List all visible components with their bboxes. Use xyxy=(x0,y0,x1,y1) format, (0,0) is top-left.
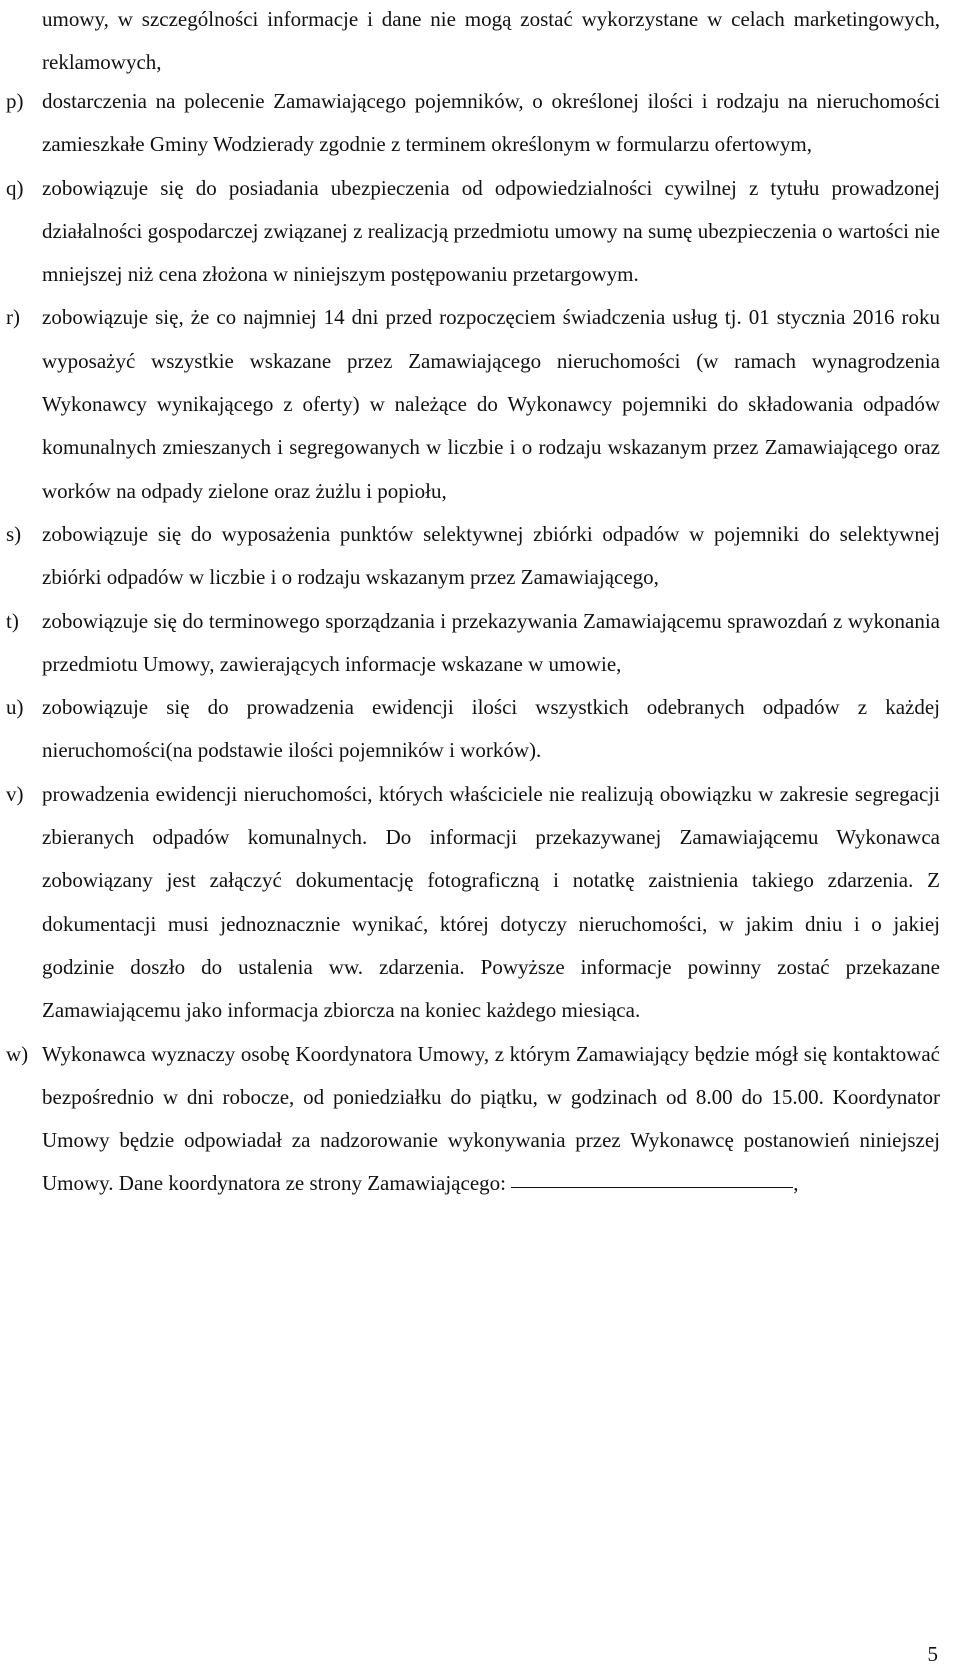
list-item xyxy=(0,773,940,1033)
item-text: Wykonawca wyznaczy osobę Koordynatora Umowy, z którym Zamawiający będzie mógł się kontaktować bezpośrednio w dni robocze, od poniedziałku do piątku, w godzinach od 8.00 do 15.00. Koordynator Umowy będzie odpowiadał za nadzorowanie wykonywania przez Wykonawcę postanowień niniejszej Umowy. Dane koordynatora ze strony Zamawiającego: xyxy=(42,1041,940,1196)
contract-obligations-list xyxy=(0,80,960,1206)
item-text: prowadzenia ewidencji nieruchomości, których właściciele nie realizują obowiązku w zakresie segregacji zbieranych odpadów komunalnych. Do informacji przekazywanej Zamawiającemu Wykonawca zobowiązany jest załączyć dokumentację fotograficzną i notatkę zaistnienia takiego zdarzenia. Z dokumentacji musi jednoznacznie wynikać, której dotyczy nieruchomości, w jakim dniu i o jakiej godzinie doszło do ustalenia ww. zdarzenia. Powyższe informacje powinny zostać przekazane Zamawiającemu jako informacja zbiorcza na koniec każdego miesiąca. xyxy=(42,781,940,1023)
item-marker: r) xyxy=(6,305,20,330)
item-text: zobowiązuje się do terminowego sporządzania i przekazywania Zamawiającemu sprawozdań z wykonania przedmiotu Umowy, zawierających informacje wskazane w umowie, xyxy=(42,608,940,676)
item-marker: s) xyxy=(6,521,22,546)
item-text: zobowiązuje się do wyposażenia punktów selektywnej zbiórki odpadów w pojemniki do selektywnej zbiórki odpadów w liczbie i o rodzaju wskazanym przez Zamawiającego, xyxy=(42,521,940,590)
item-marker: p) xyxy=(6,89,24,113)
list-item xyxy=(0,1033,940,1206)
item-text: zobowiązuje się, że co najmniej 14 dni przed rozpoczęciem świadczenia usług tj. 01 stycznia 2016 roku wyposażyć wszystkie wskazane przez Zamawiającego nieruchomości (w ramach wynagrodzenia Wykonawcy wynikającego z oferty) w należące do Wykonawcy pojemniki do składowania odpadów komunalnych zmieszanych i segregowanych w liczbie i o rodzaju wskazanym przez Zamawiającego oraz worków na odpady zielone oraz żużlu i popiołu, xyxy=(42,305,940,503)
list-item xyxy=(0,167,940,297)
item-text: dostarczenia na polecenie Zamawiającego pojemników, o określonej ilości i rodzaju na nieruchomości zamieszkałe Gminy Wodzierady zgodnie z terminem określonym w formularzu ofertowym, xyxy=(42,89,940,157)
list-item xyxy=(0,80,940,167)
item-marker: w) xyxy=(6,1041,29,1066)
list-item xyxy=(0,600,940,687)
item-marker: u) xyxy=(6,695,24,720)
item-text: zobowiązuje się do prowadzenia ewidencji ilości wszystkich odebranych odpadów z każdej nieruchomości(na podstawie ilości pojemników i worków). xyxy=(42,695,940,763)
item-text: zobowiązuje się do posiadania ubezpieczenia od odpowiedzialności cywilnej z tytułu prowadzonej działalności gospodarczej związanej z realizacją przedmiotu umowy na sumę ubezpieczenia o wartości nie mniejszej niż cena złożona w niniejszym postępowaniu przetargowym. xyxy=(42,175,940,287)
item-trailing: , xyxy=(793,1171,799,1196)
list-item xyxy=(0,296,940,512)
list-item xyxy=(0,686,940,773)
list-item xyxy=(0,513,940,600)
lead-paragraph: umowy, w szczególności informacje i dane nie mogą zostać wykorzystane w celach marketingowych, reklamowych, xyxy=(42,7,940,75)
item-marker: t) xyxy=(6,608,19,633)
item-marker: v) xyxy=(6,781,24,806)
item-marker: q) xyxy=(6,175,24,200)
coordinator-fill-in-line xyxy=(511,1186,793,1188)
page-number: 5 xyxy=(927,1642,938,1666)
